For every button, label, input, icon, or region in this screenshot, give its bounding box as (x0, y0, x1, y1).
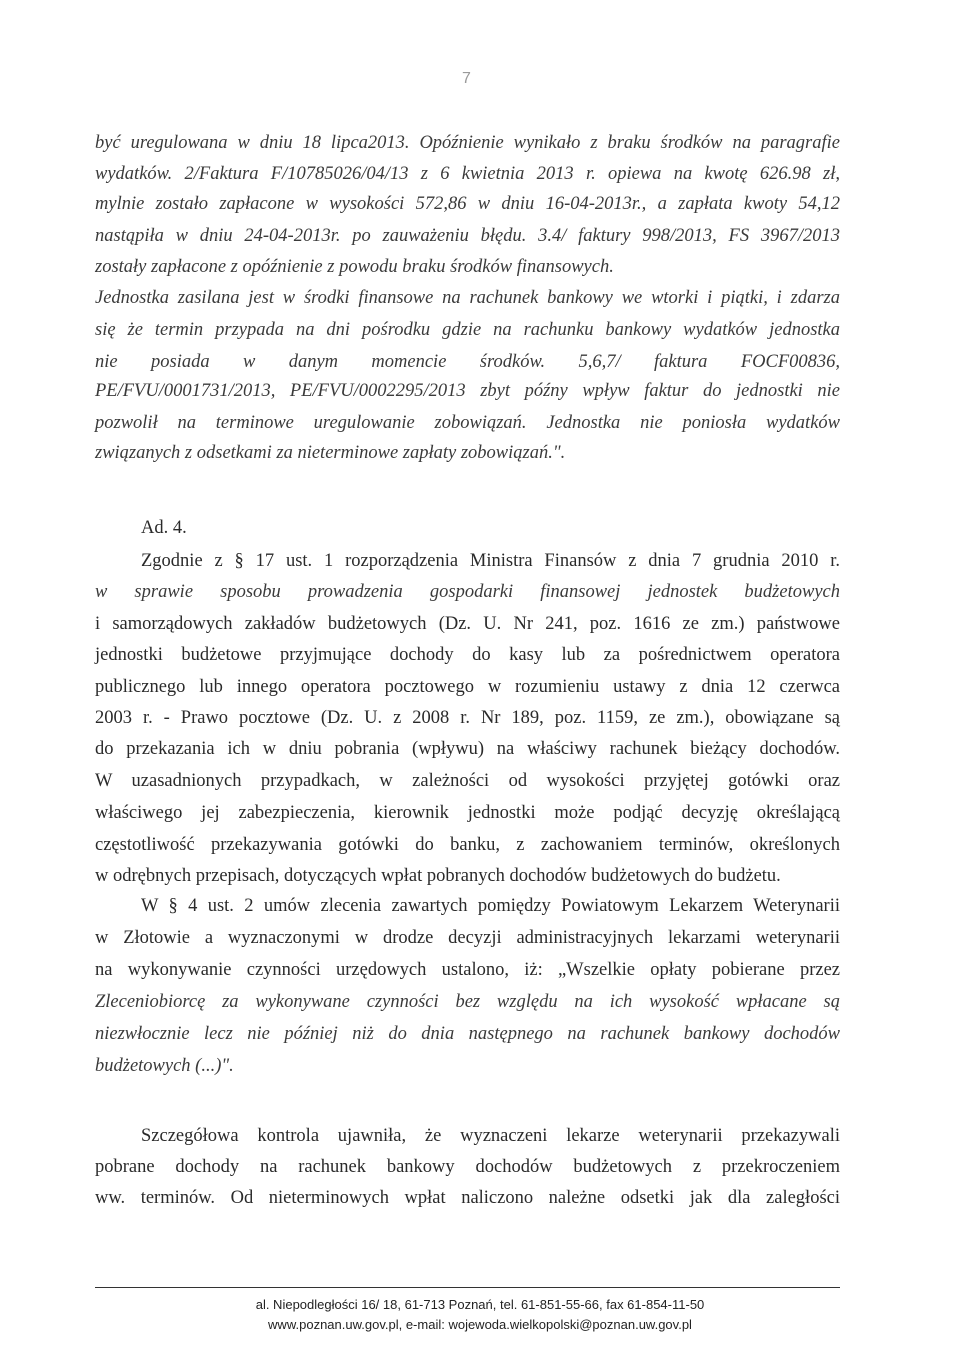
text-line: nastąpiła w dniu 24-04-2013r. po zauważeniu błędu. 3.4/ faktury 998/2013, FS 3967/2013 (95, 226, 840, 246)
text-line: Szczegółowa kontrola ujawniła, że wyznaczeni lekarze weterynarii przekazywali (141, 1126, 840, 1146)
text-line: Zgodnie z § 17 ust. 1 rozporządzenia Ministra Finansów z dnia 7 grudnia 2010 r. (141, 551, 840, 571)
text-line: pobrane dochody na rachunek bankowy dochodów budżetowych z przekroczeniem (95, 1157, 840, 1177)
footer-address: al. Niepodległości 16/ 18, 61-713 Poznań, tel. 61-851-55-66, fax 61-854-11-50 (255, 1297, 705, 1312)
text-line: jednostki budżetowe przyjmujące dochody do kasy lub za pośrednictwem operatora (95, 645, 840, 665)
text-line: publicznego lub innego operatora pocztowego w rozumieniu ustawy z dnia 12 czerwca (95, 677, 840, 697)
text-line: być uregulowana w dniu 18 lipca2013. Opóźnienie wynikało z braku środków na paragrafie (95, 133, 840, 153)
text-line: częstotliwość przekazywania gotówki do banku, z zachowaniem terminów, określonych (95, 835, 840, 855)
text-line: właściwego jej zabezpieczenia, kierownik jednostki może podjąć decyzję określającą (95, 803, 840, 823)
text-line: w Złotowie a wyznaczonymi w drodze decyzji administracyjnych lekarzami weterynarii (95, 928, 840, 948)
text-line: ww. terminów. Od nieterminowych wpłat naliczono należne odsetki jak dla zaległości (95, 1188, 840, 1208)
page-number: 7 (462, 70, 471, 87)
text-line: i samorządowych zakładów budżetowych (Dz. U. Nr 241, poz. 1616 ze zm.) państwowe (95, 614, 840, 634)
text-line: się że termin przypada na dni pośrodku gdzie na rachunku bankowy wydatków jednostka (95, 320, 840, 340)
text-line: W § 4 ust. 2 umów zlecenia zawartych pomiędzy Powiatowym Lekarzem Weterynarii (141, 896, 840, 916)
text-line: do przekazania ich w dniu pobrania (wpływu) na właściwy rachunek bieżący dochodów. (95, 739, 840, 759)
text-line: związanych z odsetkami za nieterminowe zapłaty zobowiązań.". (95, 443, 566, 463)
text-line: w sprawie sposobu prowadzenia gospodarki finansowej jednostek budżetowych (95, 582, 840, 602)
text-line: niezwłocznie lecz nie później niż do dnia następnego na rachunek bankowy dochodów (95, 1024, 840, 1044)
text-line: pozwolił na terminowe uregulowanie zobowiązań. Jednostka nie poniosła wydatków (95, 413, 840, 433)
text-line: 2003 r. - Prawo pocztowe (Dz. U. z 2008 r. Nr 189, poz. 1159, ze zm.), obowiązane są (95, 708, 840, 728)
text-line: mylnie zostało zapłacone w wysokości 572,86 w dniu 16-04-2013r., a zapłata kwoty 54,12 (95, 194, 840, 214)
footer-divider (95, 1287, 840, 1288)
text-line: Zleceniobiorcę za wykonywane czynności bez względu na ich wysokość wpłacane są (95, 992, 840, 1012)
text-line: budżetowych (...)". (95, 1056, 234, 1076)
footer-contact: www.poznan.uw.gov.pl, e-mail: wojewoda.wielkopolski@poznan.uw.gov.pl (268, 1317, 692, 1332)
text-line: Ad. 4. (141, 518, 187, 538)
text-line: w odrębnych przepisach, dotyczących wpłat pobranych dochodów budżetowych do budżetu. (95, 866, 781, 886)
text-line: nie posiada w danym momencie środków. 5,6,7/ faktura FOCF00836, (95, 352, 840, 372)
text-line: Jednostka zasilana jest w środki finansowe na rachunek bankowy we wtorki i piątki, i zdarza (95, 288, 840, 308)
text-line: W uzasadnionych przypadkach, w zależności od wysokości przyjętej gotówki oraz (95, 771, 840, 791)
text-line: PE/FVU/0001731/2013, PE/FVU/0002295/2013 zbyt późny wpływ faktur do jednostki nie (95, 381, 840, 401)
text-line: na wykonywanie czynności urzędowych ustalono, iż: „Wszelkie opłaty pobierane przez (95, 960, 840, 980)
text-line: wydatków. 2/Faktura F/10785026/04/13 z 6 kwietnia 2013 r. opiewa na kwotę 626.98 zł, (95, 164, 840, 184)
text-line: zostały zapłacone z opóźnienie z powodu braku środków finansowych. (95, 257, 614, 277)
